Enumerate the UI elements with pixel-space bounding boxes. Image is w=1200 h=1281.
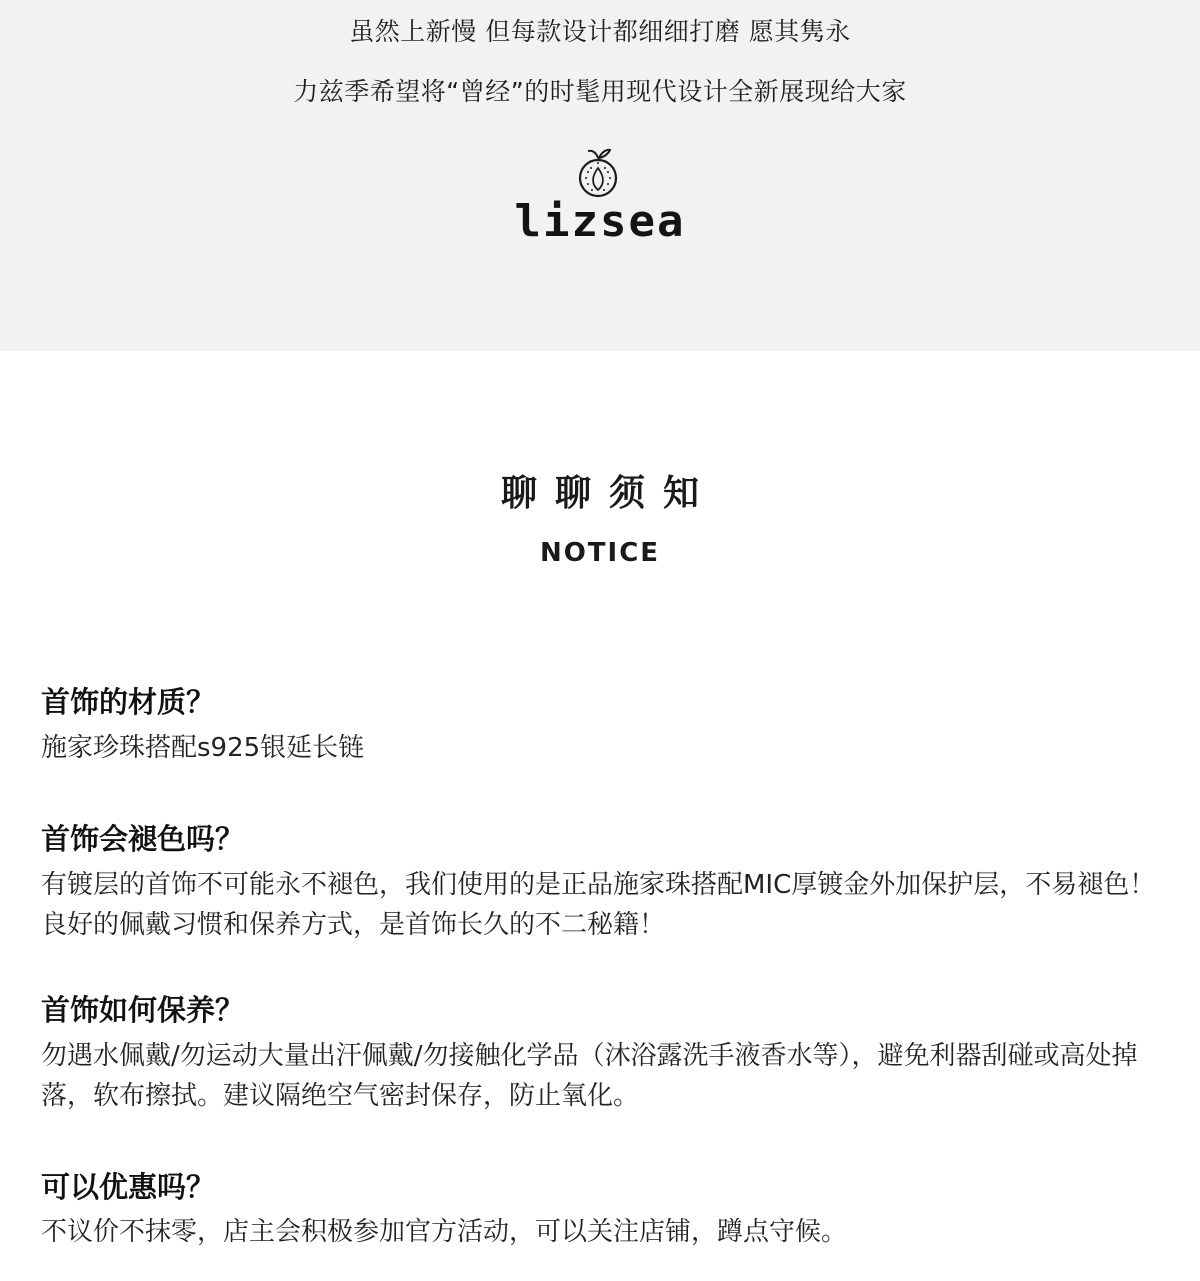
notice-subtitle: NOTICE <box>539 538 661 568</box>
faq-answer: 有镀层的首饰不可能永不褪色，我们使用的是正品施家珠搭配MIC厚镀金外加保护层，不易褪色！良好的佩戴习惯和保养方式，是首饰长久的不二秘籍！ <box>41 870 1156 940</box>
faq-question: 首饰如何保养？ <box>41 993 245 1027</box>
intro-line-2: 力兹季希望将“曾经”的时髦用现代设计全新展现给大家 <box>293 77 907 106</box>
faq-question: 首饰的材质？ <box>41 685 216 719</box>
brand-logo-text: lizsea <box>514 196 686 247</box>
faq-answer: 不议价不抹零，店主会积极参加官方活动，可以关注店铺，蹲点守候。 <box>41 1217 848 1247</box>
faq-answer: 勿遇水佩戴/勿运动大量出汗佩戴/勿接触化学品（沐浴露洗手液香水等），避免利器刮碰或高处掉落，软布擦拭。建议隔绝空气密封保存，防止氧化。 <box>41 1041 1138 1111</box>
notice-title: 聊聊须知 <box>500 473 717 514</box>
orange-fruit-icon <box>574 146 626 202</box>
brand-intro-panel <box>0 0 1200 351</box>
faq-question: 可以优惠吗？ <box>41 1170 216 1204</box>
faq-question: 首饰会褪色吗？ <box>41 822 245 856</box>
faq-answer: 施家珍珠搭配s925银延长链 <box>41 733 365 763</box>
intro-line-1: 虽然上新慢 但每款设计都细细打磨 愿其隽永 <box>349 17 851 46</box>
